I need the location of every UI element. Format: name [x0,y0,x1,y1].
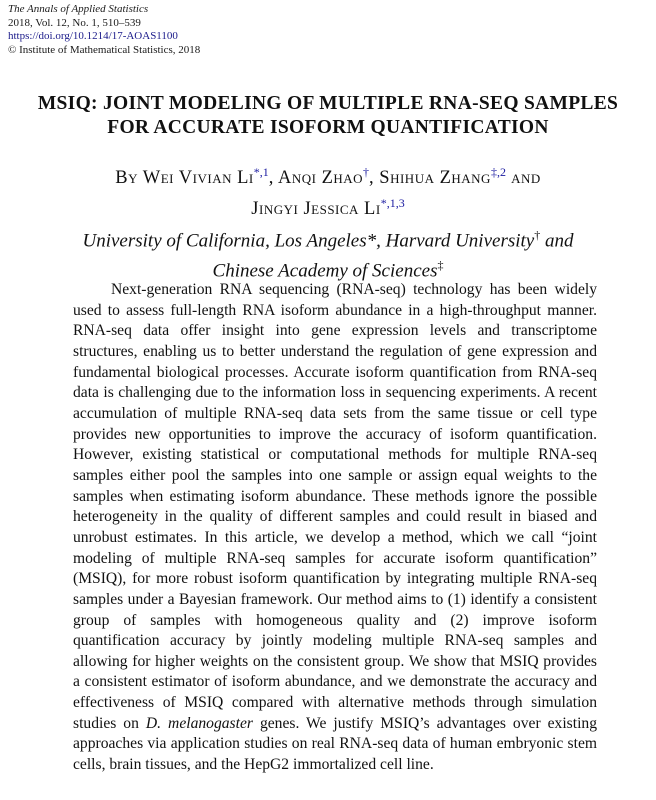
author-and: and [505,168,541,189]
journal-name: The Annals of Applied Statistics [8,3,149,15]
affiliations [0,223,656,284]
affiliation-and: and [540,230,574,252]
author-zhang-shihua: Shihua Zhang [379,168,491,189]
species-name: D. melanogaster [145,714,253,732]
author-footnote-mark[interactable]: *,1,3 [380,196,405,211]
title-line-1: MSIQ: JOINT MODELING OF MULTIPLE RNA-SEQ SAMPLES [37,93,619,114]
doi-link[interactable]: https://doi.org/10.1214/17-AOAS1100 [8,30,178,42]
author-list [0,160,656,222]
author-line-1 [0,160,656,191]
by-label: By [115,168,143,189]
affiliation-line-1 [0,223,656,253]
author-li-jingyi-jessica: Jingyi Jessica Li [251,199,381,220]
author-footnote-mark[interactable]: † [363,165,370,179]
affiliation-cas: Chinese Academy of Sciences [212,260,438,282]
affiliation-ucla-harvard: University of California, Los Angeles*, Harvard University [82,230,535,252]
affiliation-mark: † [534,228,541,242]
paper-title [0,92,656,140]
author-footnote-mark[interactable]: *,1 [253,165,269,179]
author-footnote-mark[interactable]: ‡,2 [490,165,506,179]
volume-info: 2018, Vol. 12, No. 1, 510–539 [8,16,141,29]
copyright-notice: © Institute of Mathematical Statistics, 2018 [8,43,201,56]
author-li-wei-vivian: Wei Vivian Li [142,168,254,189]
affiliation-mark: ‡ [437,258,444,273]
journal-header [8,3,200,57]
abstract-text-1: Next-generation RNA sequencing (RNA-seq) technology has been widely used to assess full-length RNA isoform abundance in a high-throughput manner. RNA-seq data offer insight into gene expression levels and transcriptome structures, enabling us to better understand the regulation of gene expression and fundamental biological processes. Accurate isoform quantification from RNA-seq data is challenging due to the information loss in sequencing experiments. A recent accumulation of multiple RNA-seq data sets from the same tissue or cell type provides new opportunities to improve the accuracy of isoform quantification. However, existing statistical or computational methods for multiple RNA-seq samples either pool the samples into one sample or assign equal weights to the samples when estimating isoform abundance. These methods ignore the possible heterogeneity in the quality of different samples and could result in biased and unrobust estimates. In this article, we develop a method, which we call “joint modeling of multiple RNA-seq samples for accurate isoform quantification” (MSIQ), for more robust isoform quantification by integrating multiple RNA-seq samples under a Bayesian framework. Our method aims to (1) identify a consistent group of samples with homogeneous quality and (2) improve isoform quantification accuracy by jointly modeling multiple RNA-seq samples and allowing for higher weights on the consistent group. We show that MSIQ provides a consistent estimator of isoform abundance, and we demonstrate the accuracy and effectiveness of MSIQ compared with alternative methods through simulation studies on [73,281,597,732]
abstract-text-2: genes. We justify MSIQ’s advantages over existing approaches via application studies on real RNA-seq data of human embryonic stem cells, brain tissues, and the HepG2 immortalized cell line. [73,714,598,774]
author-line-2 [0,191,656,222]
author-separator: , [268,168,278,189]
author-separator: , [369,168,380,189]
abstract-paragraph [73,280,597,776]
author-zhao-anqi: Anqi Zhao [277,168,364,189]
title-line-2: FOR ACCURATE ISOFORM QUANTIFICATION [107,117,549,138]
